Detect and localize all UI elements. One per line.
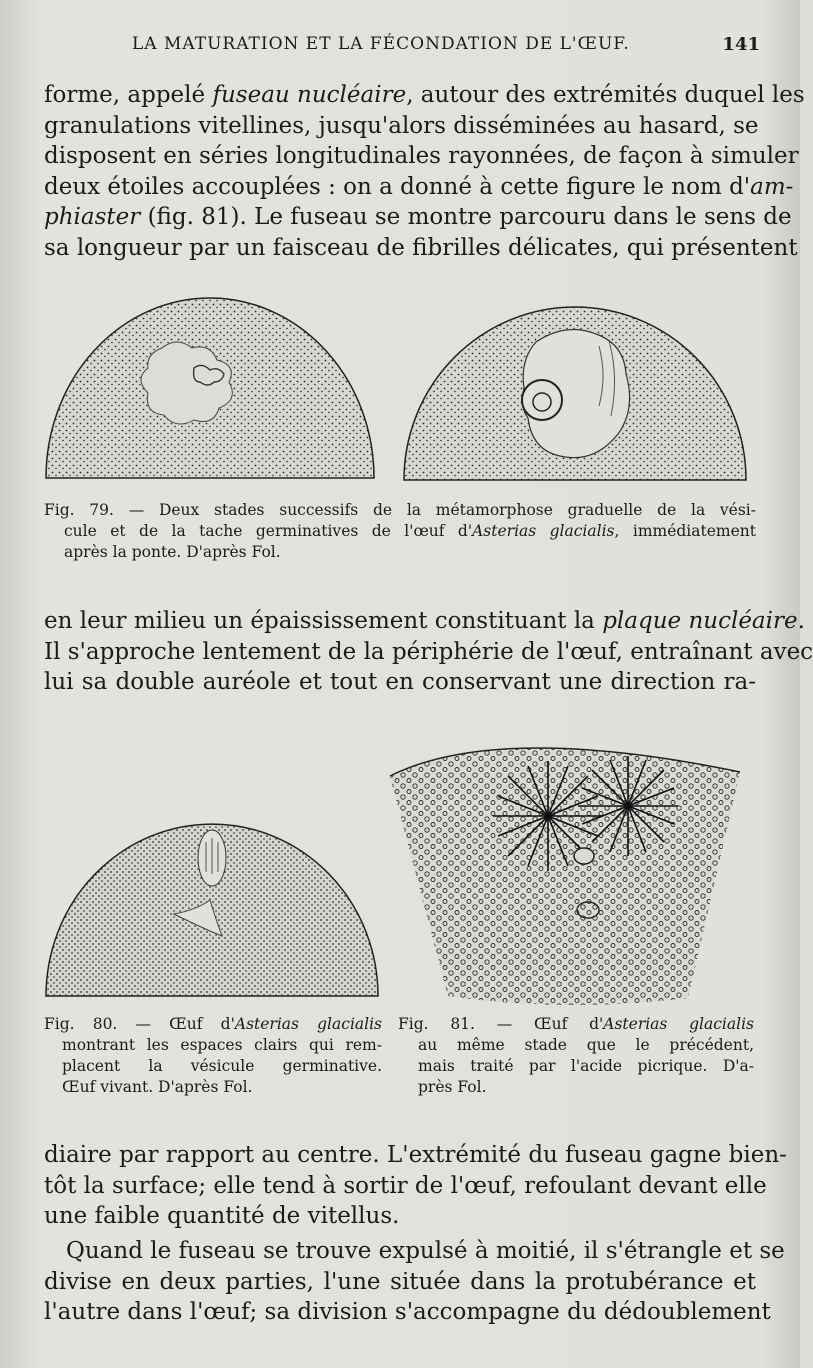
figure-80-label: Fig. 80. [44, 1015, 118, 1033]
figure-80-caption: Fig. 80. — Œuf d'Asterias glacialis montrant les espaces clairs qui rem- placent la vésicule germinative. Œuf vivant. D'après Fol. [44, 1015, 383, 1096]
paragraph-4 [44, 1236, 785, 1328]
paragraph-3 [44, 1140, 787, 1232]
para1-line-5: phiaster (fig. 81). Le fuseau se montre parcouru dans le sens de [44, 204, 792, 230]
figure-81-illustration [388, 728, 744, 1006]
figure-79-caption: Fig. 79. — Deux stades successifs de la métamorphose graduelle de la vési- cule et de la tache germinatives de l'œuf d'Asterias glacialis, immédiatement après la ponte. D'après Fol. [44, 501, 757, 561]
para1-line-1: forme, appelé fuseau nucléaire, autour des extrémités duquel les [44, 82, 805, 108]
para3-line-3: une faible quantité de vitellus. [44, 1203, 400, 1229]
para1-line-4: deux étoiles accouplées : on a donné à cette figure le nom d'am- [44, 173, 794, 200]
para4-line-2: divise en deux parties, l'une située dans la protubérance et [44, 1268, 756, 1295]
para1-line-3: disposent en séries longitudinales rayonnées, de façon à simuler [44, 143, 799, 169]
figure-80-illustration [44, 822, 382, 1000]
paragraph-1 [44, 80, 805, 263]
running-head: LA MATURATION ET LA FÉCONDATION DE L'ŒUF. [132, 34, 630, 54]
figure-81-label: Fig. 81. [398, 1015, 475, 1033]
para2-line-2: Il s'approche lentement de la périphérie de l'œuf, entraînant avec [44, 638, 813, 665]
para2-line-3: lui sa double auréole et tout en conservant une direction ra- [44, 669, 756, 695]
figure-81-caption: Fig. 81. — Œuf d'Asterias glacialis au même stade que le précédent, mais traité par l'acide picrique. D'a- près Fol. [398, 1015, 754, 1096]
para3-line-2: tôt la surface; elle tend à sortir de l'œuf, refoulant devant elle [44, 1172, 767, 1199]
figure-79-label: Fig. 79. [44, 501, 114, 519]
para1-line-2: granulations vitellines, jusqu'alors disséminées au hasard, se [44, 112, 759, 139]
para4-line-3: l'autre dans l'œuf; sa division s'accompagne du dédoublement [44, 1299, 771, 1325]
para3-line-1: diaire par rapport au centre. L'extrémité du fuseau gagne bien- [44, 1142, 787, 1168]
para1-line-6: sa longueur par un faisceau de fibrilles délicates, qui présentent [44, 234, 798, 261]
page-header [0, 34, 800, 62]
para2-line-1: en leur milieu un épaississement constituant la plaque nucléaire. [44, 608, 805, 634]
page-number: 141 [722, 34, 760, 55]
para4-line-1: Quand le fuseau se trouve expulsé à moitié, il s'étrangle et se [66, 1238, 785, 1264]
paragraph-2 [44, 606, 813, 698]
figure-79-illustration [44, 296, 754, 486]
